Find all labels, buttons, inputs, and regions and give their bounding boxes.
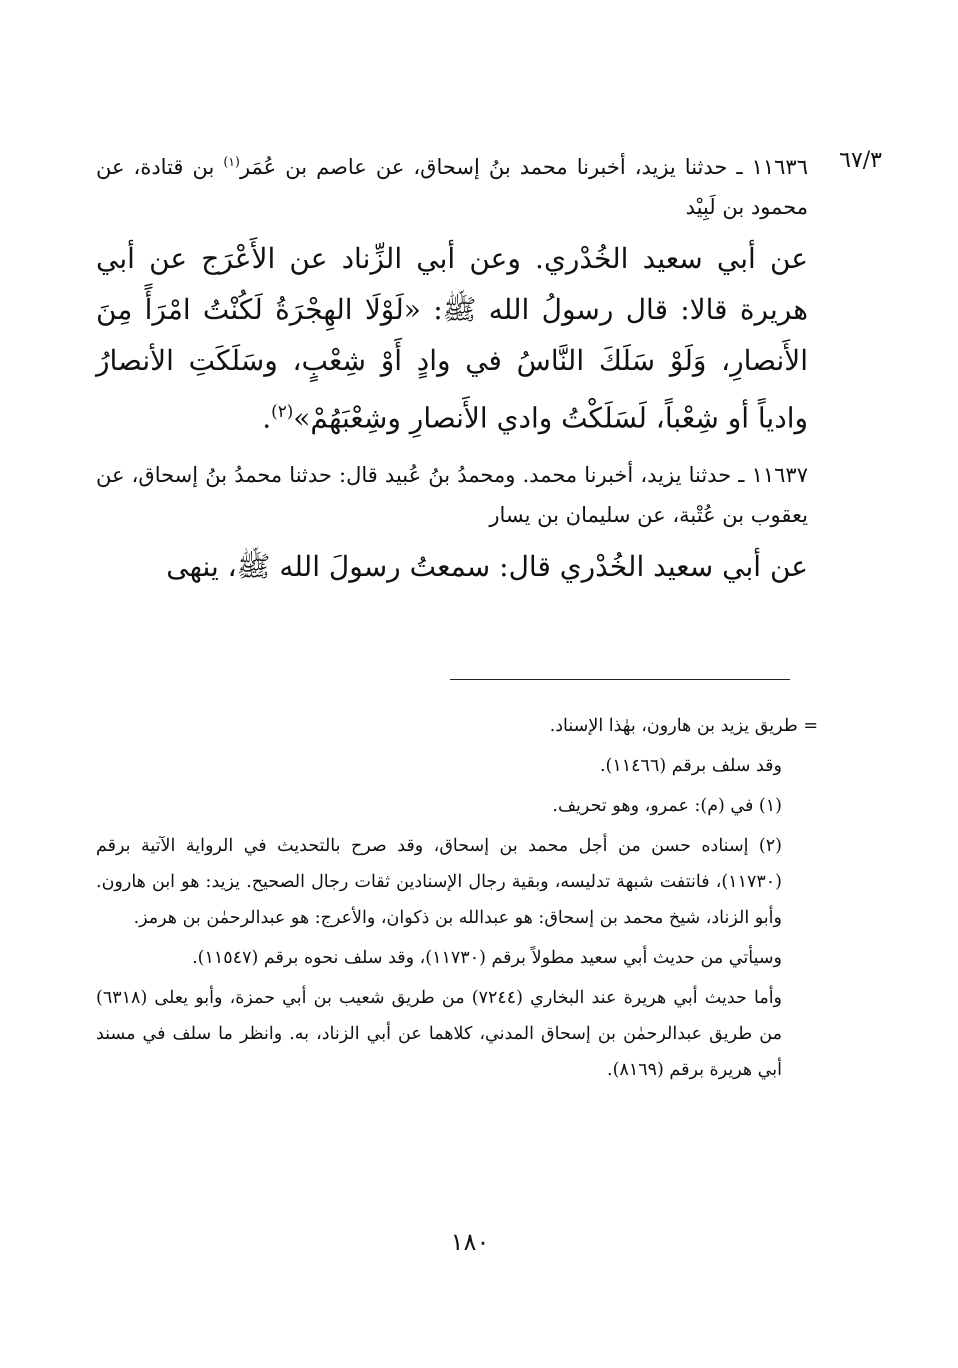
isnad-text-end: بن قتادة، عن محمود بن لَبِيْد (96, 155, 808, 219)
footnote-separator (450, 679, 790, 680)
hadith-11636-matn (96, 233, 808, 443)
footnote-2-paragraph-3: وأما حديث أبي هريرة عند البخاري (٧٢٤٤) من طريق شعيب بن أبي حمزة، وأبو يعلى (٦٣١٨) من طريق عبدالرحمٰن بن إسحاق المدني، كلاهما عن أبي الزناد، به. وانظر ما سلف في مسند أبي هريرة برقم (٨١٦٩). (96, 988, 783, 1080)
footnote-continued: = طريق يزيد بن هارون، بهٰذا الإسناد. (549, 716, 818, 736)
hadith-11637-matn: عن أبي سعيد الخُدْري قال: سمعتُ رسولَ الله ﷺ، ينهى (166, 550, 808, 584)
footnote-1: (١) في (م): عمرو، وهو تحريف. (552, 796, 782, 816)
main-text (96, 142, 808, 598)
isnad-text: ١١٦٣٦ ـ حدثنا يزيد، أخبرنا محمد بنُ إسحاق، عن عاصم بن عُمَر (239, 155, 808, 179)
marginal-reference: ٦٧/٣ (839, 148, 882, 173)
hadith-11636-isnad (96, 142, 808, 227)
hadith-11637-isnad: ١١٦٣٧ ـ حدثنا يزيد، أخبرنا محمد. ومحمدُ بنُ عُبيد قال: حدثنا محمدُ بنُ إسحاق، عن يعقوب بن عُتْبة، عن سليمان بن يسار (96, 463, 808, 528)
footnote-ref-1: (١) (223, 154, 240, 169)
footnotes (96, 708, 818, 1092)
footnote-2-paragraph-1: (٢) إسناده حسن من أجل محمد بن إسحاق، وقد صرح بالتحديث في الرواية الآتية برقم (١١٧٣٠)، فانتفت شبهة تدليسه، وبقية رجال الإسنادين ثقات رجال الصحيح. يزيد: هو ابن هارون. وأبو الزناد، شيخ محمد بن إسحاق: هو عبدالله بن ذكوان، والأعرج: هو عبدالرحمٰن بن هرمز. (96, 836, 782, 928)
matn-text: عن أبي سعيد الخُدْري. وعن أبي الزِّناد عن الأَعْرَج عن أبي هريرة قالا: قال رسولُ الله ﷺ: «لَوْلَا الهِجْرَةُ لَكُنْتُ امْرَأً مِنَ الأَنصارِ، وَلَوْ سَلَكَ النَّاسُ في وادٍ أَوْ شِعْبٍ، وسَلَكَتِ الأنصارُ وادياً أو شِعْباً، لَسَلَكْتُ وادي الأَنصارِ وشِعْبَهُمْ» (96, 242, 808, 435)
footnote-continued-2: وقد سلف برقم (١١٤٦٦). (599, 756, 782, 776)
matn-text-end: . (262, 401, 272, 435)
page-number: ١٨٠ (450, 1228, 490, 1256)
footnote-ref-2: (٢) (271, 401, 294, 421)
footnote-2-paragraph-2: وسيأتي من حديث أبي سعيد مطولاً برقم (١١٧٣٠)، وقد سلف نحوه برقم (١١٥٤٧). (192, 948, 782, 968)
